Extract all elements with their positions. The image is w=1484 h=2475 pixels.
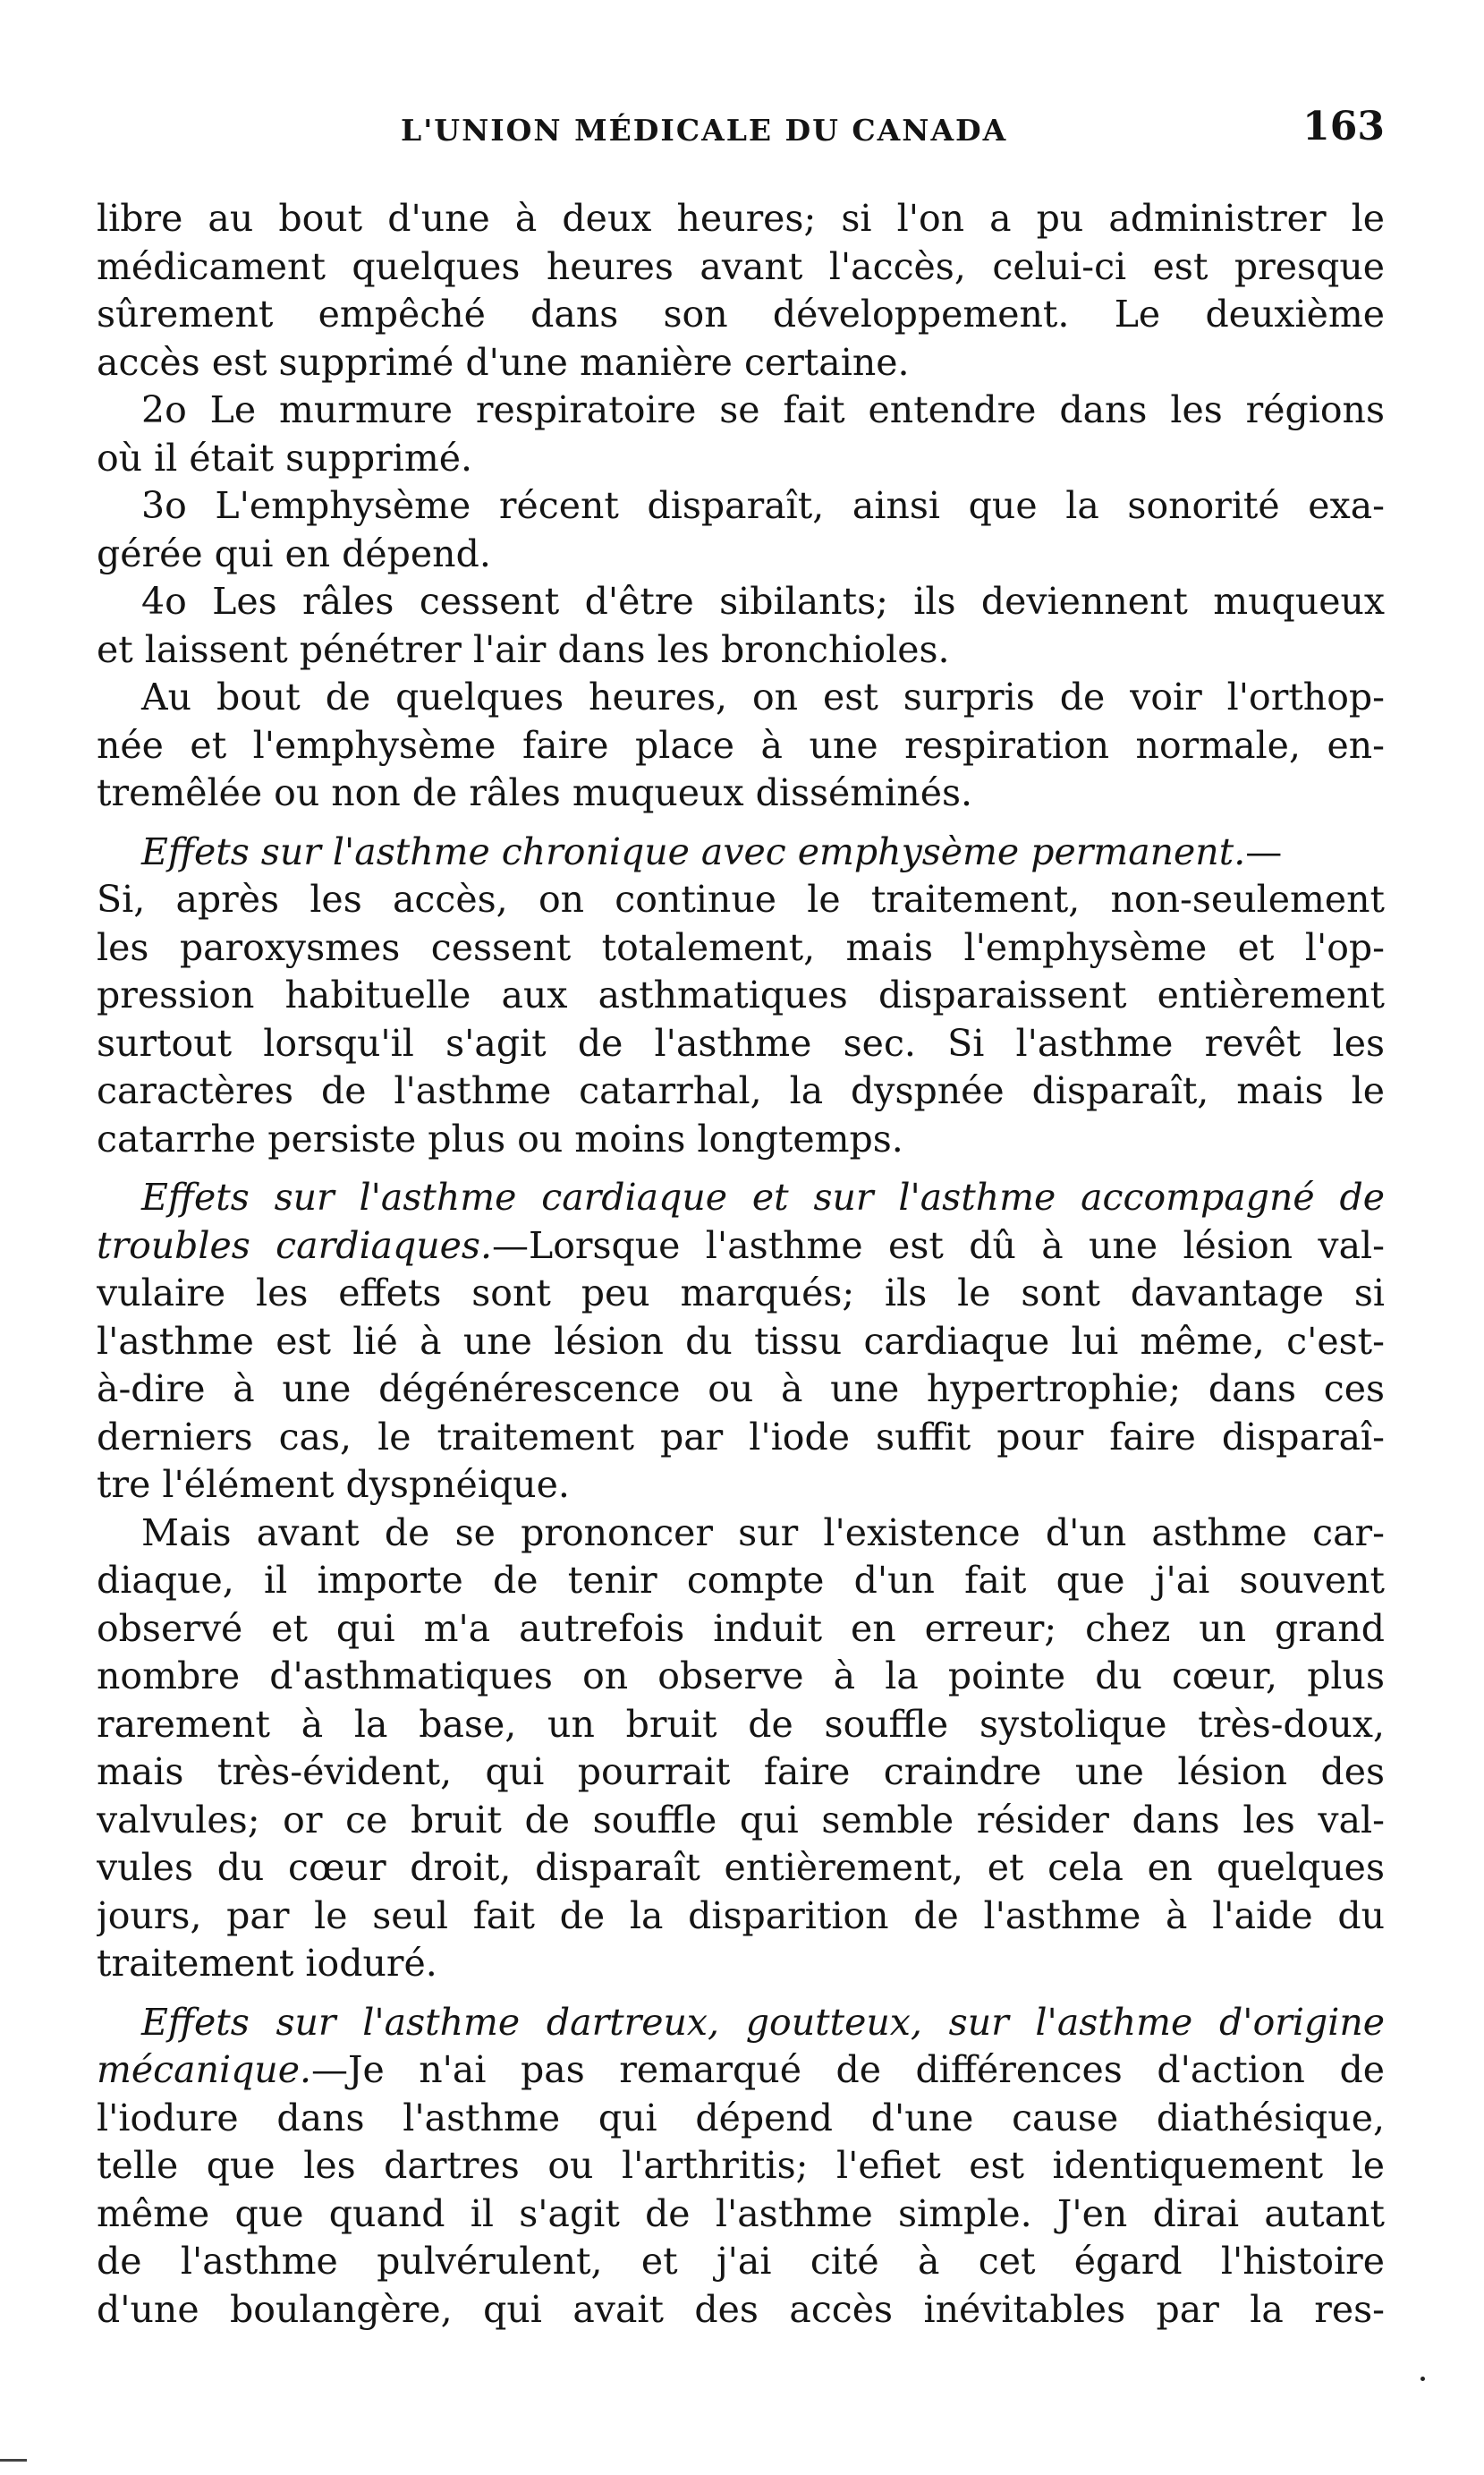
text-line (97, 1748, 1385, 1797)
line-text: 3o L'emphysème récent disparaît, ainsi que la sonorité exa- (141, 484, 1385, 527)
text-line (97, 1605, 1385, 1654)
text-line (97, 876, 1385, 924)
line-text: — (1245, 829, 1283, 873)
text-line (97, 829, 1385, 877)
text-line (97, 1414, 1385, 1462)
line-text: observé et qui m'a autrefois induit en erreur; chez un grand (97, 1606, 1385, 1650)
line-text: de l'asthme pulvérulent, et j'ai cité à cet égard l'histoire (97, 2240, 1385, 2283)
text-line (97, 674, 1385, 722)
text-line (97, 291, 1385, 339)
ink-speck (1420, 2377, 1425, 2381)
text-line (97, 722, 1385, 770)
text-line (97, 972, 1385, 1020)
line-text: accès est supprimé d'une manière certaine. (97, 340, 910, 384)
line-text: Au bout de quelques heures, on est surpris de voir l'orthop- (141, 676, 1385, 719)
text-line (97, 1797, 1385, 1845)
scan-edge-mark (0, 2459, 27, 2462)
text-line (97, 1067, 1385, 1116)
line-text: gérée qui en dépend. (97, 532, 491, 575)
text-line (97, 2142, 1385, 2190)
text-line (97, 1844, 1385, 1892)
line-text: Mais avant de se prononcer sur l'existence d'un asthme car- (141, 1510, 1385, 1554)
section-title: mécanique. (97, 2048, 312, 2091)
body-text (97, 195, 1385, 2334)
text-line (97, 1653, 1385, 1701)
text-line (97, 482, 1385, 531)
line-text: vules du cœur droit, disparaît entièrement, et cela en quelques (97, 1846, 1385, 1889)
line-text: caractères de l'asthme catarrhal, la dyspnée disparaît, mais le (97, 1069, 1385, 1112)
line-text: diaque, il importe de tenir compte d'un fait que j'ai souvent (97, 1559, 1385, 1602)
line-text: l'iodure dans l'asthme qui dépend d'une cause diathésique, (97, 2096, 1385, 2139)
text-line (97, 435, 1385, 483)
text-line (97, 1318, 1385, 1366)
text-line (97, 1461, 1385, 1510)
text-line (97, 1510, 1385, 1558)
line-text: traitement ioduré. (97, 1942, 437, 1985)
text-line (97, 195, 1385, 243)
text-line (97, 1222, 1385, 1271)
line-text: libre au bout d'une à deux heures; si l'on a pu administrer le (97, 197, 1385, 240)
text-line (97, 531, 1385, 579)
text-line (97, 2046, 1385, 2095)
line-text: tremêlée ou non de râles muqueux disséminés. (97, 771, 973, 814)
line-text: jours, par le seul fait de la disparition de l'asthme à l'aide du (97, 1893, 1385, 1937)
text-line (97, 2238, 1385, 2286)
text-line (97, 1940, 1385, 1988)
text-line (97, 578, 1385, 626)
line-text: derniers cas, le traitement par l'iode suffit pour faire disparaî- (97, 1415, 1385, 1459)
text-line (97, 1365, 1385, 1414)
text-line (97, 924, 1385, 973)
section-title: Effets sur l'asthme dartreux, goutteux, sur l'asthme d'origine (141, 2000, 1385, 2044)
line-text: née et l'emphysème faire place à une respiration normale, en- (97, 723, 1385, 767)
line-text: surtout lorsqu'il s'agit de l'asthme sec. Si l'asthme revêt les (97, 1021, 1385, 1065)
text-line (97, 243, 1385, 292)
text-line (97, 2286, 1385, 2335)
line-text: vulaire les effets sont peu marqués; ils le sont davantage si (97, 1272, 1385, 1314)
text-line (97, 2190, 1385, 2239)
running-title: L'UNION MÉDICALE DU CANADA (401, 113, 1008, 148)
line-text: et laissent pénétrer l'air dans les bronchioles. (97, 627, 950, 671)
line-text: médicament quelques heures avant l'accès, celui-ci est presque (97, 244, 1385, 288)
line-text: tre l'élément dyspnéique. (97, 1463, 570, 1506)
line-text: l'asthme est lié à une lésion du tissu cardiaque lui même, c'est- (97, 1319, 1385, 1363)
text-line (97, 1270, 1385, 1318)
text-line (97, 1116, 1385, 1164)
line-text: —Lorsque l'asthme est dû à une lésion val- (491, 1223, 1385, 1267)
line-text: à-dire à une dégénérescence ou à une hypertrophie; dans ces (97, 1367, 1385, 1410)
text-line (97, 626, 1385, 675)
line-text: mais très-évident, qui pourrait faire craindre une lésion des (97, 1750, 1385, 1793)
text-line (97, 770, 1385, 818)
page-header (97, 100, 1385, 154)
section-title: Effets sur l'asthme chronique avec emphysème permanent. (141, 829, 1246, 873)
line-text: d'une boulangère, qui avait des accès inévitables par la res- (97, 2287, 1385, 2331)
text-line (97, 387, 1385, 435)
line-text: où il était supprimé. (97, 436, 473, 480)
line-text: telle que les dartres ou l'arthritis; l'efiet est identiquement le (97, 2144, 1385, 2187)
text-line (97, 1557, 1385, 1605)
text-line (97, 2095, 1385, 2143)
line-text: même que quand il s'agit de l'asthme simple. J'en dirai autant (97, 2191, 1385, 2235)
text-line (97, 1999, 1385, 2047)
line-text: valvules; or ce bruit de souffle qui semble résider dans les val- (97, 1798, 1385, 1841)
section-title: Effets sur l'asthme cardiaque et sur l'asthme accompagné de (141, 1176, 1385, 1219)
line-text: Si, après les accès, on continue le traitement, non-seulement (97, 878, 1385, 921)
line-text: les paroxysmes cessent totalement, mais l'emphysème et l'op- (97, 925, 1385, 969)
text-line (97, 1020, 1385, 1068)
line-text: pression habituelle aux asthmatiques disparaissent entièrement (97, 974, 1385, 1016)
line-text: sûrement empêché dans son développement. Le deuxième (97, 293, 1385, 336)
text-line (97, 1701, 1385, 1749)
line-text: rarement à la base, un bruit de souffle systolique très-doux, (97, 1702, 1385, 1746)
line-text: —Je n'ai pas remarqué de différences d'action de (311, 2048, 1385, 2091)
line-text: 4o Les râles cessent d'être sibilants; ils deviennent muqueux (141, 580, 1385, 623)
text-line (97, 1892, 1385, 1941)
page-number: 163 (1302, 104, 1385, 149)
section-title: troubles cardiaques. (97, 1223, 492, 1267)
text-line (97, 339, 1385, 387)
line-text: 2o Le murmure respiratoire se fait entendre dans les régions (141, 388, 1385, 431)
text-line (97, 1174, 1385, 1222)
line-text: nombre d'asthmatiques on observe à la pointe du cœur, plus (97, 1654, 1385, 1697)
line-text: catarrhe persiste plus ou moins longtemps. (97, 1117, 903, 1161)
